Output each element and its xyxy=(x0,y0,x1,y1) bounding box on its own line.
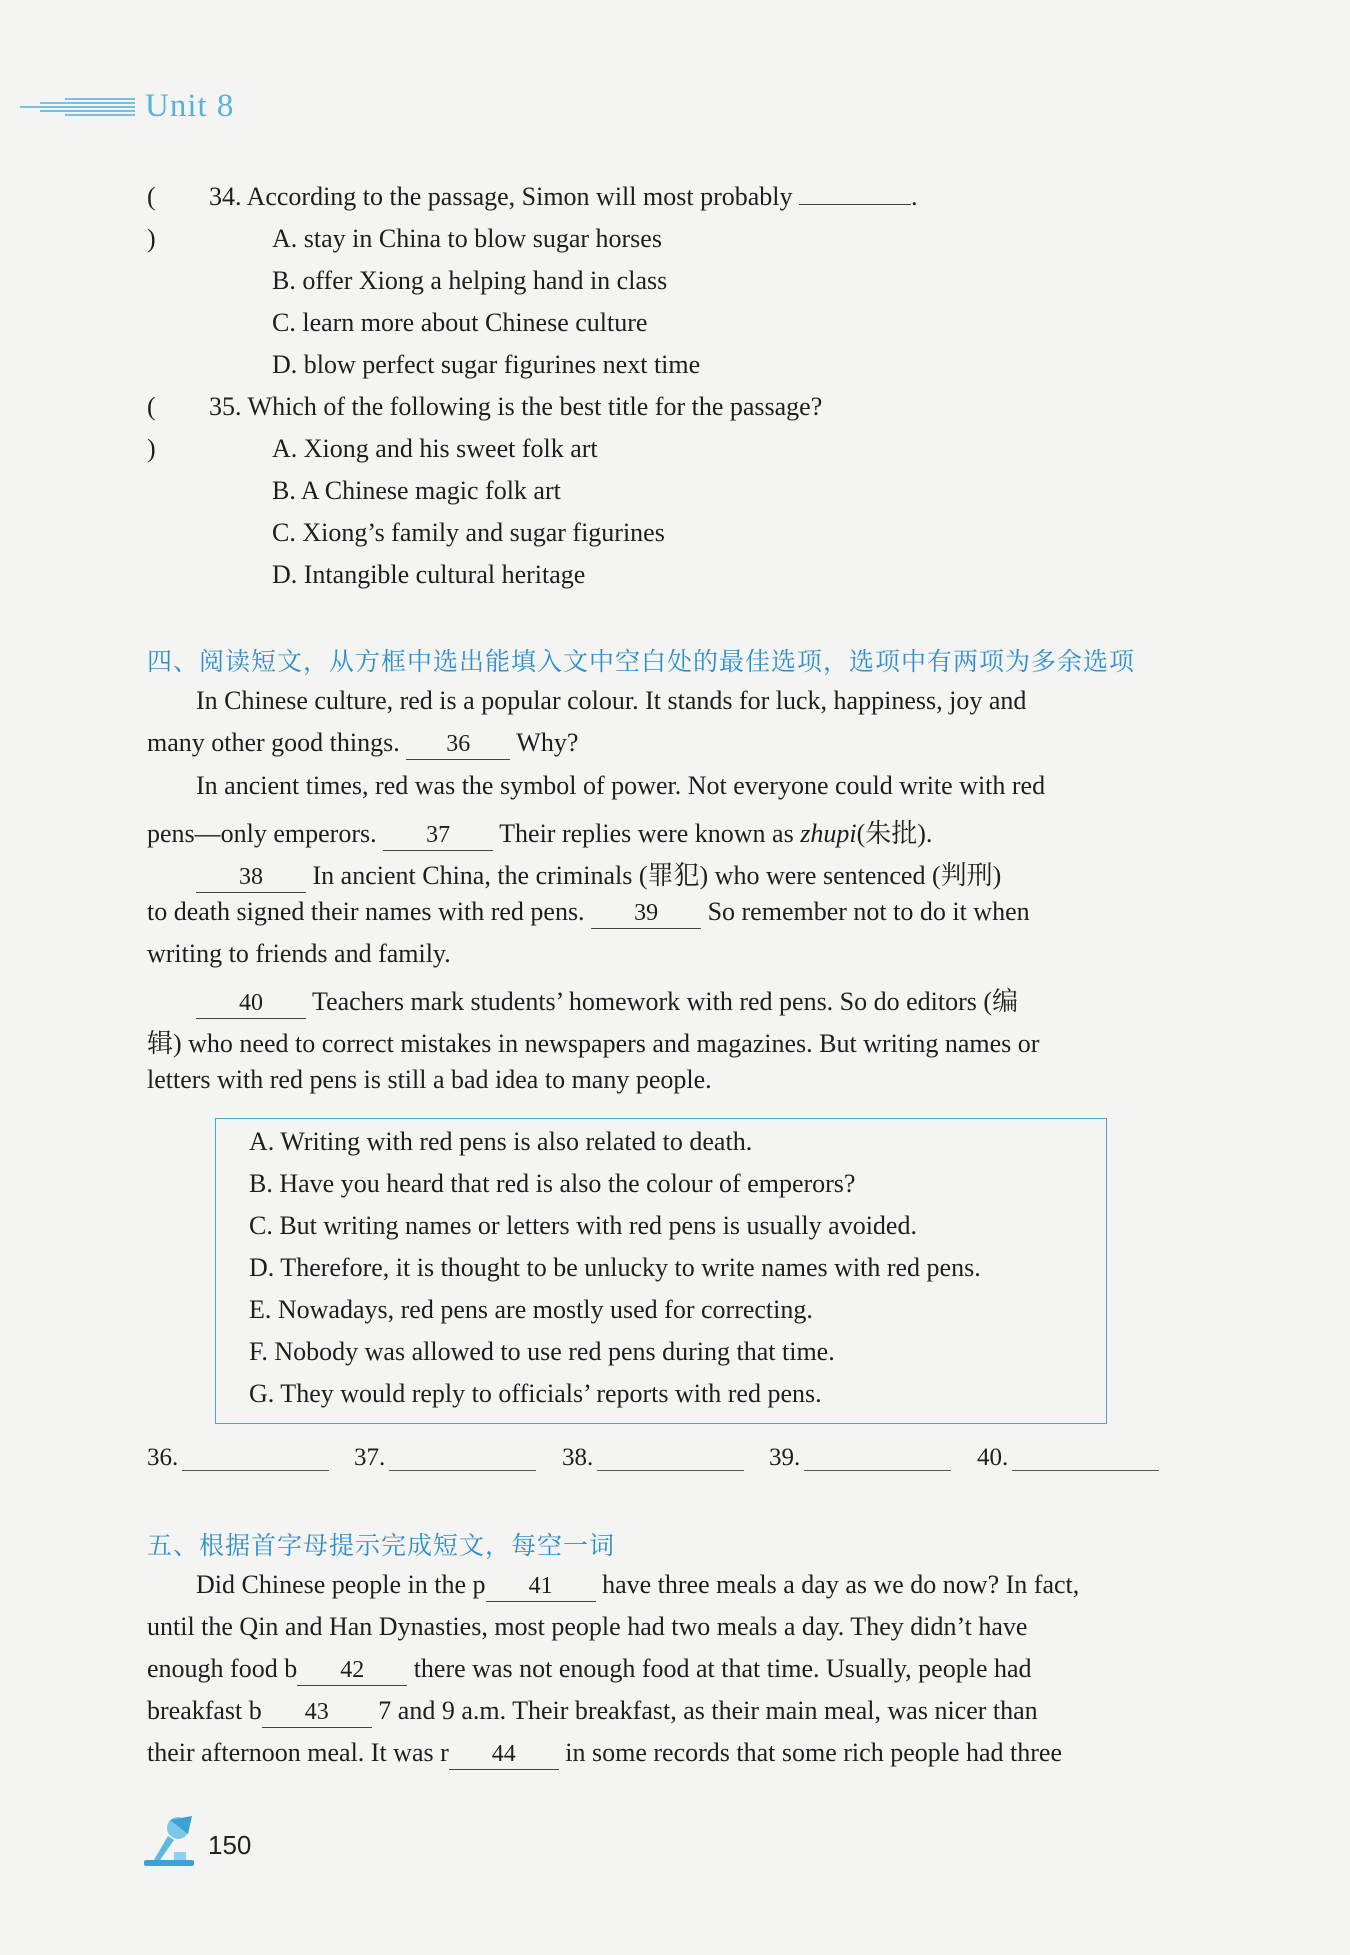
passage-line: writing to friends and family. xyxy=(147,939,451,968)
passage-line: their afternoon meal. It was r 44 in some records that some rich people had three xyxy=(147,1738,1062,1770)
gap-43[interactable]: 43 xyxy=(262,1697,372,1728)
unit-title: Unit 8 xyxy=(145,88,235,124)
passage-line: breakfast b 43 7 and 9 a.m. Their breakfast, as their main meal, was nicer than xyxy=(147,1696,1038,1728)
passage-line: until the Qin and Han Dynasties, most people had two meals a day. They didn’t have xyxy=(147,1612,1028,1641)
answer-38[interactable]: 38. xyxy=(562,1440,744,1472)
box-option-d: D. Therefore, it is thought to be unlucky to write names with red pens. xyxy=(249,1253,981,1282)
gap-41[interactable]: 41 xyxy=(486,1571,596,1602)
answer-40[interactable]: 40. xyxy=(977,1440,1159,1472)
box-option-b: B. Have you heard that red is also the colour of emperors? xyxy=(249,1169,856,1198)
options-box xyxy=(215,1118,1107,1424)
gap-40[interactable]: 40 xyxy=(196,988,306,1019)
passage-line: enough food b 42 there was not enough food at that time. Usually, people had xyxy=(147,1654,1032,1686)
gap-37[interactable]: 37 xyxy=(383,820,493,851)
answer-blank[interactable] xyxy=(799,182,911,205)
q35-option-d: D. Intangible cultural heritage xyxy=(272,560,586,589)
passage-line: pens—only emperors. 37 Their replies were known as zhupi(朱批). xyxy=(147,813,932,851)
section-5-title: 五、根据首字母提示完成短文，每空一词 xyxy=(147,1531,616,1560)
q34-option-c: C. learn more about Chinese culture xyxy=(272,308,648,337)
q34-option-d: D. blow perfect sugar figurines next time xyxy=(272,350,701,379)
desk-lamp-icon xyxy=(140,1810,204,1870)
answer-37[interactable]: 37. xyxy=(354,1440,536,1472)
question-stem: 35. Which of the following is the best title for the passage? xyxy=(209,392,823,421)
q35-option-a: A. Xiong and his sweet folk art xyxy=(272,434,598,463)
passage-line: to death signed their names with red pens. 39 So remember not to do it when xyxy=(147,897,1030,929)
answer-39[interactable]: 39. xyxy=(769,1440,951,1472)
passage-line: many other good things. 36 Why? xyxy=(147,728,578,760)
q34-option-a: A. stay in China to blow sugar horses xyxy=(272,224,662,253)
answer-paren[interactable]: ( ) xyxy=(147,392,156,463)
box-option-f: F. Nobody was allowed to use red pens during that time. xyxy=(249,1337,835,1366)
section-4-title: 四、阅读短文，从方框中选出能填入文中空白处的最佳选项，选项中有两项为多余选项 xyxy=(147,647,1136,676)
header-stripes-icon xyxy=(20,98,135,116)
page-number: 150 xyxy=(208,1830,252,1860)
gap-38[interactable]: 38 xyxy=(196,862,306,893)
passage-line: In Chinese culture, red is a popular colour. It stands for luck, happiness, joy and xyxy=(196,686,1027,715)
gap-36[interactable]: 36 xyxy=(406,729,510,760)
passage-line: 38 In ancient China, the criminals (罪犯) who were sentenced (判刑) xyxy=(196,855,1001,893)
passage-line: In ancient times, red was the symbol of power. Not everyone could write with red xyxy=(196,771,1046,800)
gap-44[interactable]: 44 xyxy=(449,1739,559,1770)
answer-36[interactable]: 36. xyxy=(147,1440,329,1472)
unit-header xyxy=(20,88,320,128)
gap-39[interactable]: 39 xyxy=(591,898,701,929)
box-option-e: E. Nowadays, red pens are mostly used for correcting. xyxy=(249,1295,813,1324)
question-stem: 34. According to the passage, Simon will most probably . xyxy=(209,182,918,211)
q35-option-c: C. Xiong’s family and sugar figurines xyxy=(272,518,665,547)
box-option-c: C. But writing names or letters with red pens is usually avoided. xyxy=(249,1211,917,1240)
passage-line: 辑) who need to correct mistakes in newspapers and magazines. But writing names or xyxy=(147,1029,1040,1058)
passage-line: 40 Teachers mark students’ homework with red pens. So do editors (编 xyxy=(196,981,1018,1019)
page-footer xyxy=(140,1810,340,1870)
passage-line: Did Chinese people in the p 41 have three meals a day as we do now? In fact, xyxy=(196,1570,1079,1602)
box-option-a: A. Writing with red pens is also related to death. xyxy=(249,1127,753,1156)
answer-paren[interactable]: ( ) xyxy=(147,182,156,253)
box-option-g: G. They would reply to officials’ reports with red pens. xyxy=(249,1379,822,1408)
q35-option-b: B. A Chinese magic folk art xyxy=(272,476,561,505)
gap-42[interactable]: 42 xyxy=(297,1655,407,1686)
passage-line: letters with red pens is still a bad idea to many people. xyxy=(147,1065,712,1094)
q34-option-b: B. offer Xiong a helping hand in class xyxy=(272,266,668,295)
